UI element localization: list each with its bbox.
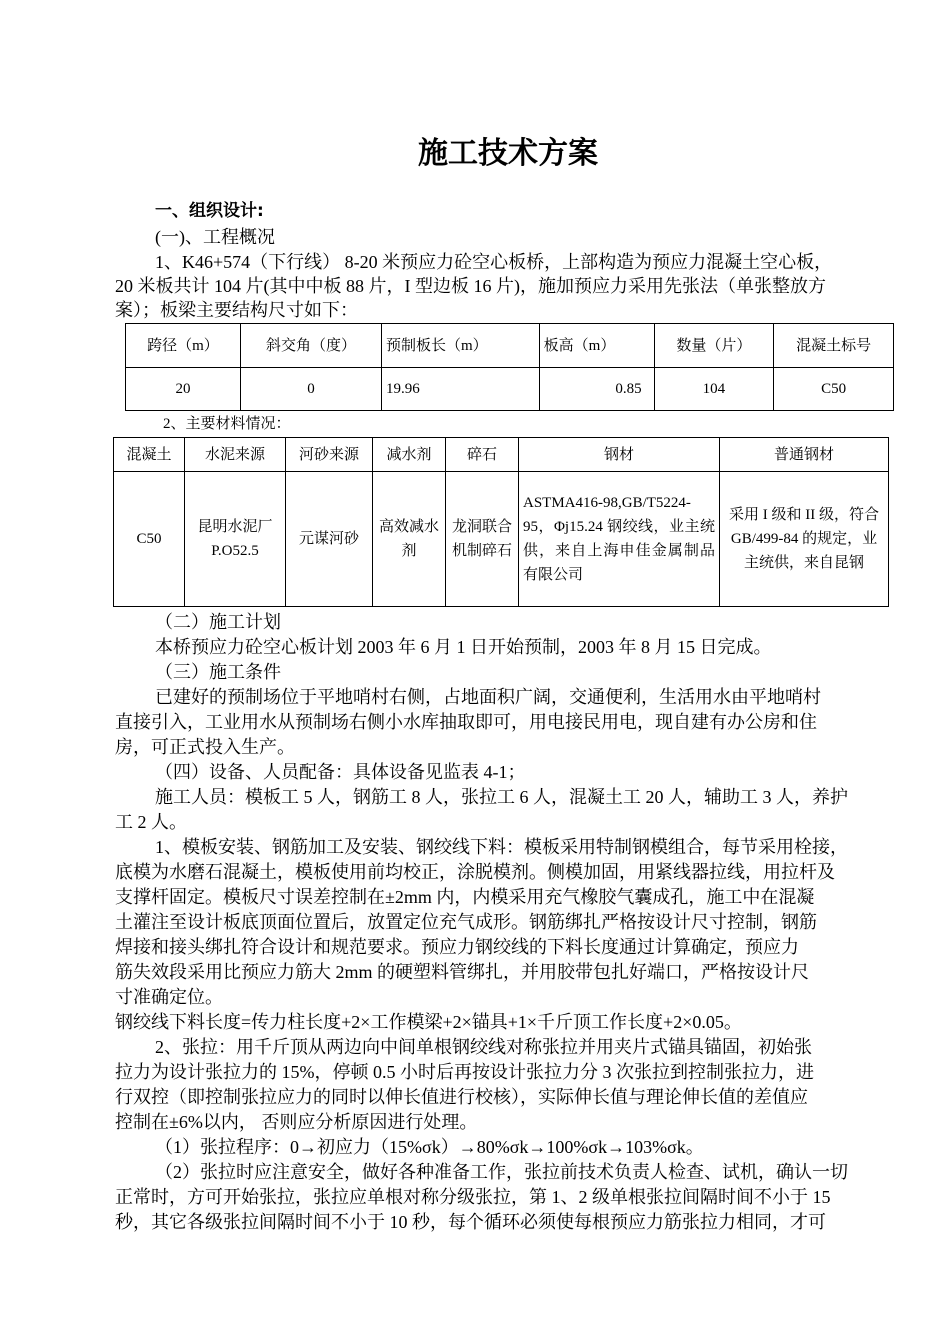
- strand-length-formula: 钢绞线下料长度=传力柱长度+2×工作模梁+2×锚具+1×千斤顶工作长度+2×0.05。: [115, 1012, 742, 1032]
- subheading-construction-conditions: （三）施工条件: [155, 662, 281, 682]
- table-cell: C50: [774, 368, 894, 411]
- table-row: [114, 472, 889, 607]
- table-row: [126, 368, 894, 411]
- table-header-cell: 碎石: [446, 438, 519, 472]
- subheading-equipment: （四）设备、人员配备：具体设备见监表 4-1；: [155, 762, 526, 782]
- tension-line-1: 2、张拉：用千斤顶从两边向中间单根钢绞线对称张拉并用夹片式锚具锚固，初始张: [155, 1037, 812, 1057]
- table-header-cell: 河砂来源: [286, 438, 373, 472]
- tension-line-2: 拉力为设计张拉力的 15%，停顿 0.5 小时后再按设计张拉力分 3 次张拉到控制张拉力，进: [115, 1062, 814, 1082]
- table-header-cell: 混凝土标号: [774, 324, 894, 368]
- table-cell: ASTMA416-98,GB/T5224-95，Φj15.24 钢绞线，业主统供，来自上海申佳金属制品有限公司: [519, 472, 720, 607]
- table-header-cell: 板高（m）: [539, 324, 654, 368]
- tension-line-3: 行双控（即控制张拉应力的同时以伸长值进行校核），实际伸长值与理论伸长值的差值应: [115, 1087, 808, 1107]
- table-header-cell: 预制板长（m）: [381, 324, 539, 368]
- subheading-construction-plan: （二）施工计划: [155, 612, 281, 632]
- table-header-cell: 普通钢材: [720, 438, 889, 472]
- formwork-line-1: 1、模板安装、钢筋加工及安装、钢绞线下料：模板采用特制钢模组合，每节采用栓接，: [155, 837, 848, 857]
- formwork-line-4: 土灌注至设计板底顶面位置后，放置定位充气成形。钢筋绑扎严格按设计尺寸控制，钢筋: [115, 912, 817, 932]
- table-cell: C50: [114, 472, 185, 607]
- table-cell: 采用 I 级和 II 级，符合 GB/499-84 的规定，业主统供，来自昆钢: [720, 472, 889, 607]
- overview-line-2: 20 米板共计 104 片(其中中板 88 片，I 型边板 16 片)，施加预应力采用先张法（单张整放方: [115, 276, 826, 296]
- formwork-line-6: 筋失效段采用比预应力筋大 2mm 的硬塑料管绑扎，并用胶带包扎好端口，严格按设计尺: [115, 962, 809, 982]
- table-header-row: [114, 438, 889, 472]
- table-cell: 龙洞联合机制碎石: [446, 472, 519, 607]
- staff-line-1: 施工人员：模板工 5 人，钢筋工 8 人，张拉工 6 人，混凝土工 20 人，辅助工 3 人，养护: [155, 787, 848, 807]
- table-header-cell: 水泥来源: [185, 438, 286, 472]
- tension-line-4: 控制在±6%以内， 否则应分析原因进行处理。: [115, 1112, 478, 1132]
- conditions-line-2: 直接引入，工业用水从预制场右侧小水库抽取即可，用电接民用电，现自建有办公房和住: [115, 712, 817, 732]
- table-cell: 0.85: [539, 368, 654, 411]
- table-header-row: [126, 324, 894, 368]
- table-header-cell: 混凝土: [114, 438, 185, 472]
- table-cell: 昆明水泥厂 P.O52.5: [185, 472, 286, 607]
- table-header-cell: 数量（片）: [654, 324, 774, 368]
- table-cell: 0: [240, 368, 381, 411]
- table-cell: 高效减水剂: [373, 472, 446, 607]
- structure-dimensions-table: [125, 323, 894, 411]
- conditions-line-1: 已建好的预制场位于平地哨村右侧，占地面积广阔，交通便利，生活用水由平地哨村: [155, 687, 821, 707]
- materials-label: 2、主要材料情况：: [163, 416, 291, 432]
- section-heading-organization: 一、组织设计:: [155, 201, 264, 221]
- overview-line-3: 案）；板梁主要结构尺寸如下：: [115, 300, 358, 320]
- formwork-line-2: 底模为水磨石混凝土，模板使用前均校正，涂脱模剂。侧模加固，用紧线器拉线，用拉杆及: [115, 862, 835, 882]
- table-header-cell: 跨径（m）: [126, 324, 241, 368]
- tension-safety-line-2: 正常时，方可开始张拉，张拉应单根对称分级张拉，第 1、2 级单根张拉间隔时间不小于 15: [115, 1187, 831, 1207]
- conditions-line-3: 房，可正式投入生产。: [115, 737, 295, 757]
- table-cell: 元谋河砂: [286, 472, 373, 607]
- table-header-cell: 减水剂: [373, 438, 446, 472]
- document-title: 施工技术方案: [418, 136, 598, 171]
- table-cell: 19.96: [381, 368, 539, 411]
- materials-table: [113, 437, 889, 607]
- formwork-line-3: 支撑杆固定。模板尺寸误差控制在±2mm 内，内模采用充气橡胶气囊成孔，施工中在混凝: [115, 887, 815, 907]
- formwork-line-7: 寸准确定位。: [115, 987, 223, 1007]
- subheading-project-overview: (一)、工程概况: [155, 227, 275, 247]
- tension-safety-line-1: （2）张拉时应注意安全，做好各种准备工作，张拉前技术负责人检查、试机，确认一切: [155, 1162, 848, 1182]
- tension-safety-line-3: 秒，其它各级张拉间隔时间不小于 10 秒，每个循环必须使每根预应力筋张拉力相同，才可: [115, 1212, 826, 1232]
- staff-line-2: 工 2 人。: [115, 812, 187, 832]
- formwork-line-5: 焊接和接头绑扎符合设计和规范要求。预应力钢绞线的下料长度通过计算确定，预应力: [115, 937, 799, 957]
- overview-line-1: 1、K46+574（下行线） 8-20 米预应力砼空心板桥，上部构造为预应力混凝土空心板，: [155, 252, 833, 272]
- plan-text: 本桥预应力砼空心板计划 2003 年 6 月 1 日开始预制，2003 年 8 月 15 日完成。: [155, 637, 772, 657]
- tension-procedure: （1）张拉程序：0→初应力（15%σk）→80%σk→100%σk→103%σk。: [155, 1137, 704, 1157]
- table-header-cell: 钢材: [519, 438, 720, 472]
- table-header-cell: 斜交角（度）: [240, 324, 381, 368]
- table-cell: 20: [126, 368, 241, 411]
- table-cell: 104: [654, 368, 774, 411]
